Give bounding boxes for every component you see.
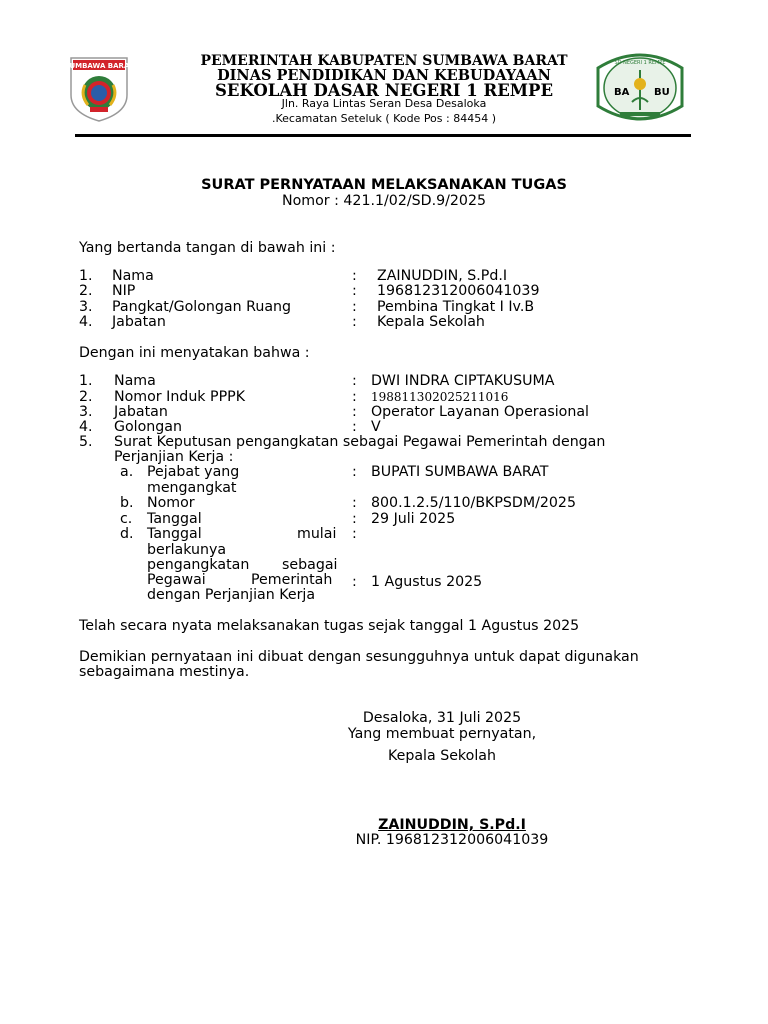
sumbawa-barat-emblem-icon — [64, 55, 134, 123]
signer-position: Kepala Sekolah — [388, 748, 496, 764]
logo-text-right: BU — [654, 87, 670, 98]
document-title: SURAT PERNYATAAN MELAKSANAKAN TUGAS — [201, 177, 567, 193]
letterhead-line-2: DINAS PENDIDIKAN DAN KEBUDAYAAN — [217, 67, 551, 84]
logo-ring-text: SD NEGERI 1 REMPE — [614, 60, 666, 66]
emblem-text: SUMBAWA BARAT — [64, 62, 134, 70]
signer-nip: NIP. 196812312006041039 — [355, 832, 549, 848]
school-logo-icon — [590, 48, 690, 126]
fact-text: Telah secara nyata melaksanakan tugas sejak tanggal 1 Agustus 2025 — [79, 618, 580, 634]
place-date: Desaloka, 31 Juli 2025 — [362, 710, 522, 726]
signer-name: ZAINUDDIN, S.Pd.I — [378, 817, 526, 833]
intro-text: Yang bertanda tangan di bawah ini : — [79, 240, 336, 256]
letterhead-line-3: SEKOLAH DASAR NEGERI 1 REMPE — [214, 81, 554, 100]
letterhead-divider — [75, 134, 691, 137]
letterhead-district: .Kecamatan Seteluk ( Kode Pos : 84454 ) — [271, 112, 497, 125]
closing-line-1: Demikian pernyataan ini dibuat dengan sesungguhnya untuk dapat digunakan — [79, 649, 639, 665]
statement-text: Dengan ini menyatakan bahwa : — [79, 345, 310, 361]
document-number: Nomor : 421.1/02/SD.9/2025 — [281, 193, 486, 209]
letterhead-address: Jln. Raya Lintas Seran Desa Desaloka — [281, 97, 487, 110]
letterhead-line-1: PEMERINTAH KABUPATEN SUMBAWA BARAT — [200, 53, 568, 69]
logo-text-left: BA — [614, 87, 630, 98]
maker-label: Yang membuat pernyatan, — [347, 726, 537, 742]
closing-line-2: sebagaimana mestinya. — [79, 664, 250, 680]
